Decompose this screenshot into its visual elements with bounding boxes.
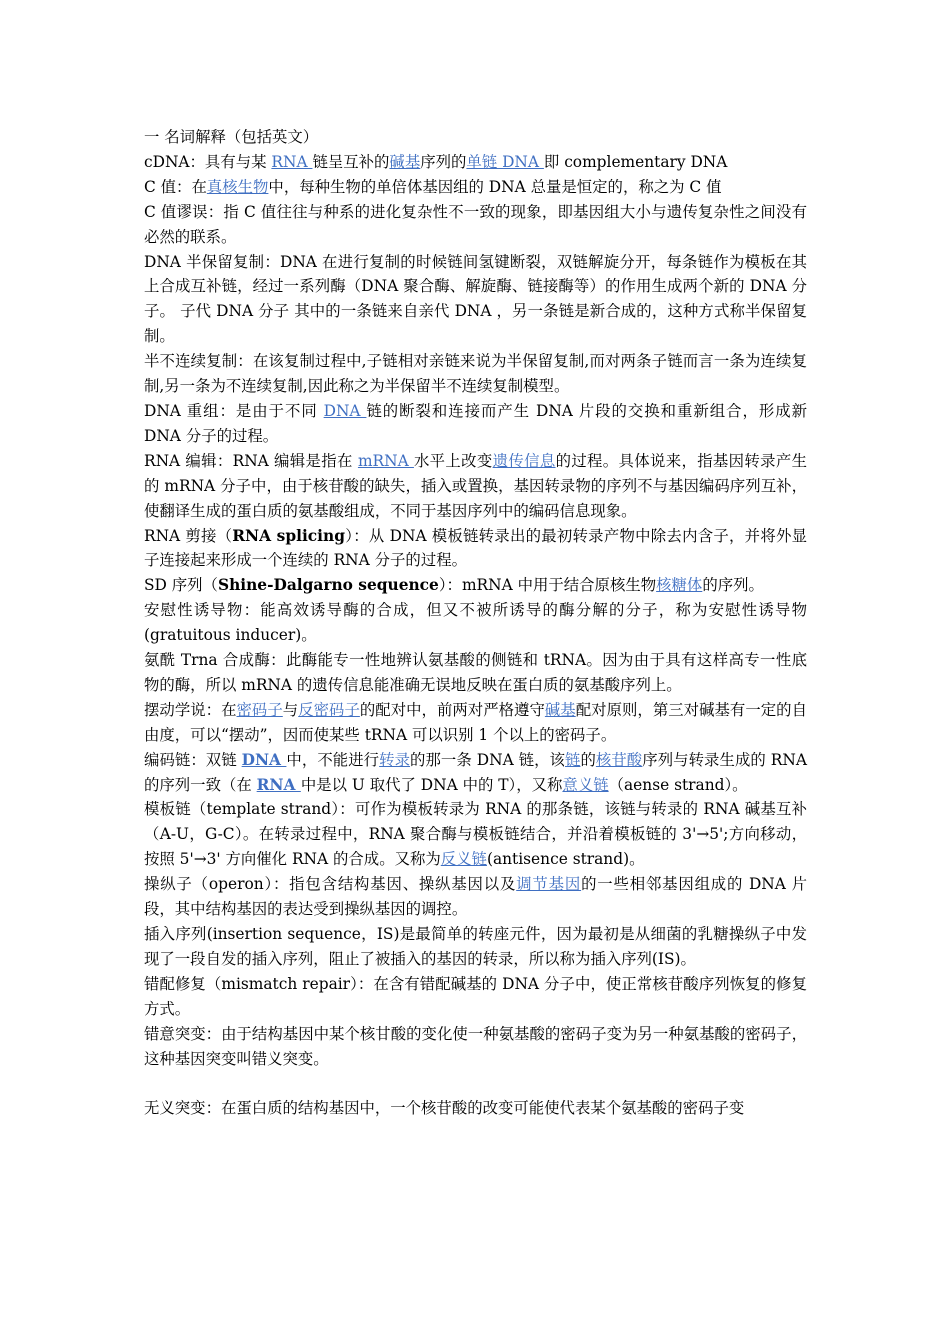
text-run: 中是以 U 取代了 DNA 中的 T），又称 — [300, 775, 563, 794]
paragraph-gap — [144, 1071, 807, 1096]
term-link[interactable]: 转录 — [379, 750, 411, 769]
definition-paragraph — [144, 1096, 807, 1121]
term-link[interactable]: 碱基 — [389, 152, 421, 171]
definition-paragraph — [144, 922, 807, 972]
text-run: 与 — [282, 700, 299, 719]
text-run: DNA 重组：是由于不同 — [144, 401, 324, 420]
text-run: 操纵子（operon）：指包含结构基因、操纵基因以及 — [144, 875, 517, 894]
definition-paragraph — [144, 698, 807, 748]
text-run: 插入序列(insertion sequence，IS)是最简单的转座元件，因为最初是从细菌的乳糖操纵子中发现了一段自发的插入序列，阻止了被插入的基因的转录，所以称为插入序列(IS)。 — [144, 925, 807, 968]
text-run: 的序列。 — [702, 576, 764, 595]
text-run: ）：mRNA 中用于结合原核生物 — [438, 576, 657, 595]
definition-paragraph — [144, 573, 807, 598]
text-run: 的 — [580, 750, 596, 769]
term-link[interactable]: DNA — [323, 401, 367, 420]
bold-term: RNA splicing — [232, 526, 345, 545]
text-run: 中，不能进行 — [286, 750, 380, 769]
text-run: 的那一条 DNA 链，该 — [410, 750, 565, 769]
definition-paragraph — [144, 872, 807, 922]
text-run: 水平上改变 — [413, 451, 493, 470]
term-link[interactable]: 调节基因 — [516, 875, 582, 894]
text-run: C 值谬误：指 C 值往往与种系的进化复杂性不一致的现象，即基因组大小与遗传复杂性之间没有必然的联系。 — [144, 202, 807, 246]
definition-paragraph — [144, 524, 807, 574]
term-link[interactable]: 反密码子 — [298, 700, 360, 719]
text-run: （aense strand）。 — [608, 775, 748, 794]
definition-paragraph — [144, 250, 807, 350]
text-run: 错配修复（mismatch repair）：在含有错配碱基的 DNA 分子中，使正常核苷酸序列恢复的修复方式。 — [144, 974, 807, 1018]
term-link[interactable]: 反义链 — [440, 850, 487, 869]
text-run: 安慰性诱导物：能高效诱导酶的合成，但又不被所诱导的酶分解的分子，称为安慰性诱导物(gratuitous inducer)。 — [144, 601, 807, 645]
term-link[interactable]: 碱基 — [544, 700, 576, 719]
text-run: RNA 编辑：RNA 编辑是指在 — [144, 451, 358, 470]
definition-list — [144, 150, 807, 1121]
text-run: 链呈互补的 — [312, 152, 390, 171]
text-run: 无义突变：在蛋白质的结构基因中，一个核苷酸的改变可能使代表某个氨基酸的密码子变 — [144, 1099, 745, 1118]
term-link[interactable]: 核苷酸 — [595, 750, 643, 769]
document-body — [144, 125, 807, 1121]
definition-paragraph — [144, 150, 807, 175]
text-run: (antisence strand)。 — [486, 850, 645, 869]
definition-paragraph — [144, 175, 807, 200]
definition-paragraph — [144, 648, 807, 698]
section-heading: 一 名词解释（包括英文） — [144, 128, 319, 146]
text-run: DNA 半保留复制：DNA 在进行复制的时候链间氢键断裂，双链解旋分开，每条链作为模板在其上合成互补链，经过一系列酶（DNA 聚合酶、解旋酶、链接酶等）的作用生成两个新的 DNA 分子。 子代 DNA 分子 其中的一条链来自亲代 DNA ，另一条链是新合成的，这种方式称半保留复制。 — [144, 252, 807, 346]
term-link[interactable]: 遗传信息 — [492, 451, 556, 470]
text-run: C 值：在 — [144, 177, 207, 196]
term-link[interactable]: 核糖体 — [656, 576, 703, 595]
text-run: ）：从 DNA 模板链转录出的最初转录产物中除去内含子，并将外显子连接起来形成一个连续的 RNA 分子的过程。 — [144, 526, 808, 570]
term-link[interactable]: RNA — [256, 775, 301, 794]
term-link[interactable]: 单链 DNA — [466, 152, 544, 171]
text-run: 的配对中，前两对严格遵守 — [359, 700, 545, 719]
text-run: 摆动学说：在 — [144, 700, 237, 719]
text-run: 错意突变：由于结构基因中某个核甘酸的变化使一种氨基酸的密码子变为另一种氨基酸的密码子，这种基因突变叫错义突变。 — [144, 1024, 807, 1068]
definition-paragraph — [144, 748, 807, 798]
term-link[interactable]: mRNA — [357, 451, 414, 470]
term-link[interactable]: 密码子 — [236, 700, 283, 719]
text-run: 的过程。具体说来，指基因转录产生的 mRNA 分子中，由于核苷酸的缺失，插入或置换，基因转录物的序列不与基因编码序列互补，使翻译生成的蛋白质的氨基酸组成，不同于基因序列中的编码信息现象。 — [144, 451, 807, 520]
definition-paragraph — [144, 349, 807, 399]
definition-paragraph — [144, 449, 807, 524]
text-run: SD 序列（ — [144, 576, 218, 595]
text-run: 氨酰 Trna 合成酶：此酶能专一性地辨认氨基酸的侧链和 tRNA。因为由于具有这样高专一性底物的酶，所以 mRNA 的遗传信息能准确无误地反映在蛋白质的氨基酸序列上。 — [144, 651, 807, 694]
definition-paragraph — [144, 972, 807, 1022]
term-link[interactable]: 链 — [565, 750, 581, 769]
text-run: 中，每种生物的单倍体基因组的 DNA 总量是恒定的，称之为 C 值 — [268, 177, 722, 196]
term-link[interactable]: 意义链 — [562, 775, 609, 794]
text-run: 序列的 — [420, 152, 467, 171]
term-link[interactable]: 真核生物 — [206, 177, 269, 196]
text-run: 半不连续复制：在该复制过程中,子链相对亲链来说为半保留复制,而对两条子链而言一条为连续复制,另一条为不连续复制,因此称之为半保留半不连续复制模型。 — [144, 352, 807, 396]
definition-paragraph — [144, 1022, 807, 1072]
definition-paragraph — [144, 598, 807, 648]
term-link[interactable]: RNA — [271, 152, 313, 171]
text-run: 模板链（template strand）：可作为模板转录为 RNA 的那条链，该链与转录的 RNA 碱基互补（A-U，G-C）。在转录过程中，RNA 聚合酶与模板链结合，并沿着模板链的 3'→5';方向移动，按照 5'→3' 方向催化 RNA 的合成。又称为 — [144, 800, 807, 869]
bold-term: Shine-Dalgarno sequence — [217, 576, 439, 595]
text-run: 的一些相邻基因组成的 DNA 片段，其中结构基因的表达受到操纵基因的调控。 — [144, 875, 807, 919]
text-run: 链的断裂和连接而产生 DNA 片段的交换和重新组合，形成新 DNA 分子的过程。 — [144, 401, 807, 445]
text-run: cDNA：具有与某 — [144, 152, 272, 171]
definition-paragraph — [144, 200, 807, 250]
text-run: RNA 剪接（ — [144, 526, 233, 545]
text-run: 即 complementary DNA — [543, 152, 728, 171]
text-run: 编码链：双链 — [144, 750, 242, 769]
text-run: 序列与转录生成的 RNA 的序列一致（在 — [144, 750, 807, 794]
definition-paragraph — [144, 797, 807, 872]
definition-paragraph — [144, 399, 807, 449]
term-link[interactable]: DNA — [241, 750, 287, 769]
text-run: 配对原则，第三对碱基有一定的自由度，可以“摆动”，因而使某些 tRNA 可以识别 1 个以上的密码子。 — [144, 700, 807, 744]
